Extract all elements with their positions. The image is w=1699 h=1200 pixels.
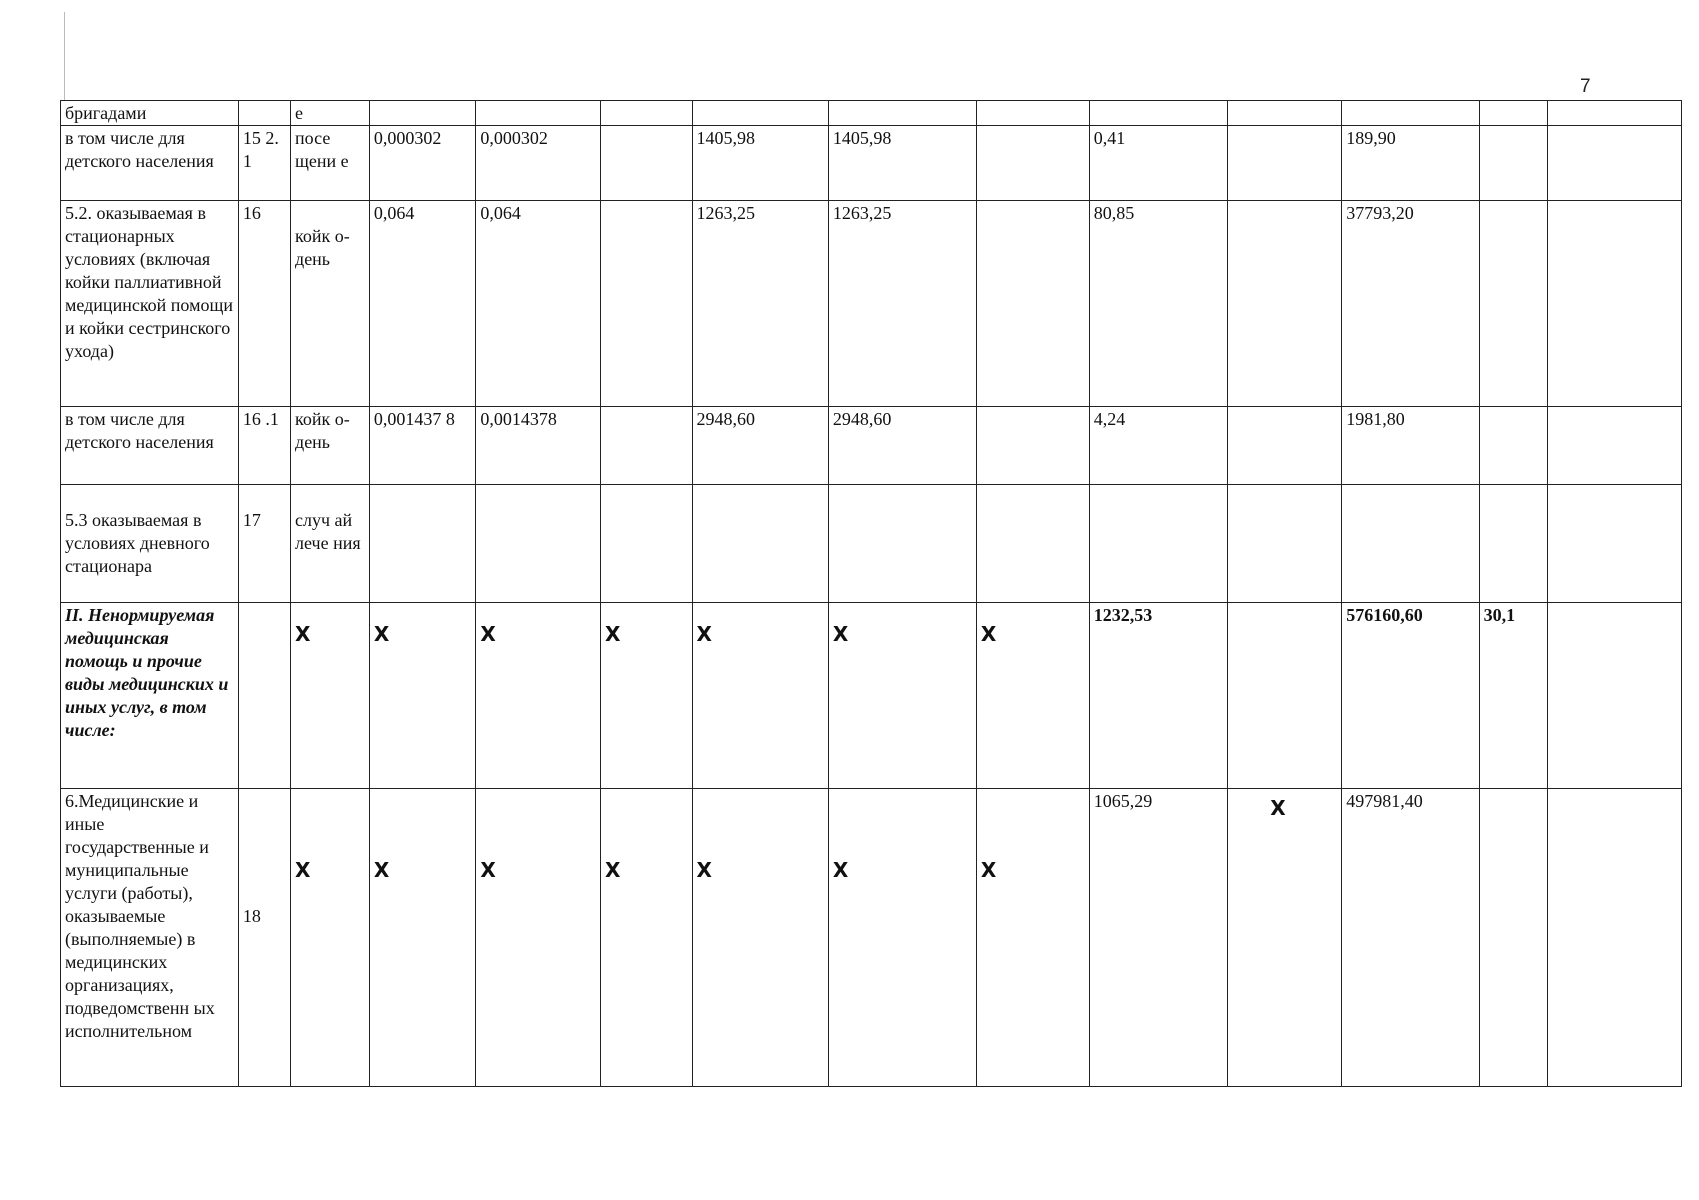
table-row — [61, 201, 1682, 407]
row-unit: е — [291, 101, 370, 126]
x-mark: X — [980, 622, 997, 646]
row-code: 18 — [238, 789, 290, 1087]
cell-v7: 1065,29 — [1089, 789, 1227, 1087]
cell-v3 — [600, 101, 692, 126]
x-mark: X — [373, 858, 390, 882]
cell-v6 — [976, 201, 1089, 407]
section-heading: II. Ненормируемая медицинская помощь и прочие виды медицинских и иных услуг, в том числе: — [61, 603, 239, 789]
table-row — [61, 485, 1682, 603]
cell-v8 — [1228, 101, 1342, 126]
cell-v10 — [1479, 485, 1547, 603]
cell-v6 — [976, 101, 1089, 126]
cell-v5: 1263,25 — [828, 201, 976, 407]
cell-v8 — [1228, 201, 1342, 407]
row-name: в том числе для детского населения — [61, 126, 239, 201]
row-unit: случ ай лече ния — [291, 485, 370, 603]
cell-v2: 0,064 — [476, 201, 601, 407]
cell-v2 — [476, 485, 601, 603]
x-mark: X — [980, 858, 997, 882]
cell-v7 — [1089, 485, 1227, 603]
cell-v11 — [1547, 201, 1681, 407]
budget-table — [60, 100, 1682, 1087]
cell-v9: 497981,40 — [1342, 789, 1479, 1087]
cell-v11 — [1547, 101, 1681, 126]
cell-v3 — [600, 485, 692, 603]
cell-v7: 80,85 — [1089, 201, 1227, 407]
x-mark: X — [295, 622, 311, 646]
x-mark: X — [373, 622, 390, 646]
cell-v6 — [976, 485, 1089, 603]
cell-v9: 1981,80 — [1342, 407, 1479, 485]
cell-v10 — [1479, 201, 1547, 407]
cell-v4: 2948,60 — [692, 407, 828, 485]
cell-v1: 0,064 — [369, 201, 476, 407]
row-code — [238, 101, 290, 126]
x-mark: X — [1270, 796, 1286, 820]
x-mark: X — [696, 858, 712, 882]
cell-v8 — [1228, 603, 1342, 789]
cell-v11 — [1547, 485, 1681, 603]
cell-v9 — [1342, 485, 1479, 603]
cell-v11 — [1547, 789, 1681, 1087]
cell-v10: 30,1 — [1479, 603, 1547, 789]
x-mark: X — [480, 858, 496, 882]
cell-v11 — [1547, 603, 1681, 789]
row-unit: койк о- день — [291, 201, 370, 407]
cell-v8 — [1228, 485, 1342, 603]
row-name: 5.2. оказываемая в стационарных условиях (включая койки паллиативной медицинской помощи и койки сестринского ухода) — [61, 201, 239, 407]
cell-v2 — [476, 101, 601, 126]
x-mark: X — [295, 858, 311, 882]
x-mark: X — [832, 858, 849, 882]
cell-v5 — [828, 485, 976, 603]
cell-v10 — [1479, 101, 1547, 126]
row-code: 16 .1 — [238, 407, 290, 485]
x-mark: X — [832, 622, 849, 646]
page-number: 7 — [1580, 76, 1591, 97]
cell-v7: 0,41 — [1089, 126, 1227, 201]
x-mark: X — [480, 622, 496, 646]
row-code: 16 — [238, 201, 290, 407]
table-row — [61, 407, 1682, 485]
cell-v7: 4,24 — [1089, 407, 1227, 485]
row-name: 6.Медицинские и иные государственные и муниципальные услуги (работы), оказываемые (выполняемые) в медицинских организациях, подведомственн ых исполнительном — [61, 789, 239, 1087]
cell-v1 — [369, 101, 476, 126]
cell-v4: 1405,98 — [692, 126, 828, 201]
cell-v2: 0,0014378 — [476, 407, 601, 485]
table-row — [61, 101, 1682, 126]
cell-v1: 0,001437 8 — [369, 407, 476, 485]
row-code: 15 2. 1 — [238, 126, 290, 201]
cell-v4 — [692, 101, 828, 126]
cell-v1 — [369, 485, 476, 603]
x-mark: X — [696, 622, 712, 646]
table-row — [61, 789, 1682, 1087]
cell-v4: 1263,25 — [692, 201, 828, 407]
cell-v6 — [976, 126, 1089, 201]
cell-v5 — [828, 101, 976, 126]
row-name: бригадами — [61, 101, 239, 126]
cell-v7 — [1089, 101, 1227, 126]
cell-v10 — [1479, 126, 1547, 201]
cell-v9: 576160,60 — [1342, 603, 1479, 789]
cell-v1: 0,000302 — [369, 126, 476, 201]
x-mark: X — [604, 858, 621, 882]
row-unit: койк о- день — [291, 407, 370, 485]
cell-v9 — [1342, 101, 1479, 126]
row-unit: посе щени е — [291, 126, 370, 201]
cell-v8 — [1228, 407, 1342, 485]
row-code: 17 — [238, 485, 290, 603]
row-name: 5.3 оказываемая в условиях дневного стационара — [61, 485, 239, 603]
cell-v11 — [1547, 126, 1681, 201]
cell-v8 — [1228, 126, 1342, 201]
cell-v2: 0,000302 — [476, 126, 601, 201]
row-code — [238, 603, 290, 789]
cell-v3 — [600, 126, 692, 201]
cell-v10 — [1479, 789, 1547, 1087]
cell-v3 — [600, 407, 692, 485]
table-row — [61, 126, 1682, 201]
cell-v6 — [976, 407, 1089, 485]
cell-v11 — [1547, 407, 1681, 485]
cell-v4 — [692, 485, 828, 603]
cell-v9: 189,90 — [1342, 126, 1479, 201]
row-name: в том числе для детского населения — [61, 407, 239, 485]
cell-v7: 1232,53 — [1089, 603, 1227, 789]
cell-v5: 2948,60 — [828, 407, 976, 485]
cell-v3 — [600, 201, 692, 407]
cell-v5: 1405,98 — [828, 126, 976, 201]
x-mark: X — [604, 622, 621, 646]
table-row — [61, 603, 1682, 789]
cell-v10 — [1479, 407, 1547, 485]
cell-v9: 37793,20 — [1342, 201, 1479, 407]
scan-edge-line — [64, 12, 65, 100]
